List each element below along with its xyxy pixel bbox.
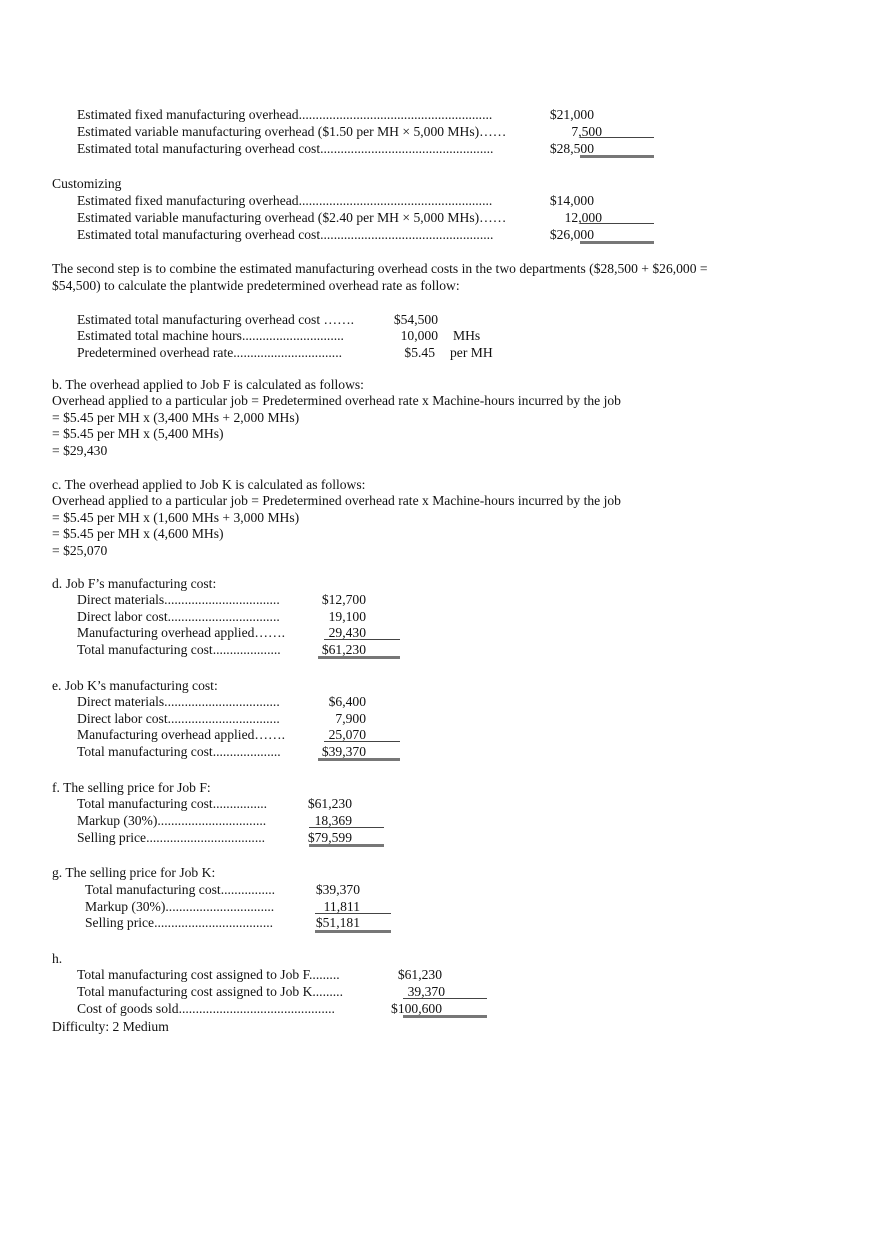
- part-d-dm-label: Direct materials..................................: [77, 592, 280, 607]
- part-c-step3: = $25,070: [52, 543, 108, 558]
- part-f-markup-label: Markup (30%)................................: [77, 813, 267, 828]
- rate-value: $5.45: [404, 345, 435, 360]
- customizing-variable-label: Estimated variable manufacturing overhead ($2.40 per MH × 5,000 MHs)……: [77, 210, 507, 225]
- customizing-variable-value: 12,000: [564, 210, 602, 225]
- part-h-jobf-value: $61,230: [397, 967, 442, 982]
- part-h-heading: h.: [52, 951, 63, 966]
- double-underline: [315, 930, 391, 933]
- rate-mh-label: Estimated total machine hours..............................: [77, 328, 344, 343]
- variable-overhead-label: Estimated variable manufacturing overhead ($1.50 per MH × 5,000 MHs)……: [77, 124, 507, 139]
- part-g-markup-value: 11,811: [323, 899, 360, 914]
- part-b-heading: b. The overhead applied to Job F is calculated as follows:: [52, 377, 364, 392]
- part-d-oh-value: 29,430: [328, 625, 366, 640]
- part-b-step3: = $29,430: [52, 443, 108, 458]
- part-f-price-value: $79,599: [307, 830, 352, 845]
- part-e-dl-label: Direct labor cost.................................: [77, 711, 280, 726]
- part-e-oh-value: 25,070: [328, 727, 366, 742]
- part-f-cost-label: Total manufacturing cost................: [77, 796, 268, 811]
- part-b-step2: = $5.45 per MH x (5,400 MHs): [52, 426, 224, 441]
- fixed-overhead-label: Estimated fixed manufacturing overhead.........................................................: [77, 107, 493, 122]
- part-d-heading: d. Job F’s manufacturing cost:: [52, 576, 217, 591]
- double-underline: [403, 1015, 487, 1018]
- part-d-dm-value: $12,700: [321, 592, 366, 607]
- rate-mh-value: 10,000: [400, 328, 438, 343]
- underline: [309, 827, 384, 828]
- rate-total-oh-value: $54,500: [393, 312, 438, 327]
- part-g-heading: g. The selling price for Job K:: [52, 865, 216, 880]
- double-underline: [309, 844, 384, 847]
- customizing-total-value: $26,000: [549, 227, 594, 242]
- underline: [403, 998, 487, 999]
- part-g-markup-label: Markup (30%)................................: [85, 899, 275, 914]
- part-e-dm-label: Direct materials..................................: [77, 694, 280, 709]
- underline: [580, 137, 654, 138]
- part-e-dm-value: $6,400: [328, 694, 366, 709]
- total-overhead-value: $28,500: [549, 141, 594, 156]
- part-d-total-label: Total manufacturing cost....................: [77, 642, 281, 657]
- rate-unit: per MH: [450, 345, 493, 360]
- part-g-price-label: Selling price...................................: [85, 915, 274, 930]
- double-underline: [580, 241, 654, 244]
- double-underline: [580, 155, 654, 158]
- part-h-jobf-label: Total manufacturing cost assigned to Job F.........: [77, 967, 340, 982]
- part-h-jobk-value: 39,370: [407, 984, 445, 999]
- double-underline: [318, 656, 400, 659]
- part-d-oh-label: Manufacturing overhead applied…….: [77, 625, 285, 640]
- underline: [324, 741, 400, 742]
- part-h-cogs-label: Cost of goods sold..............................................: [77, 1001, 335, 1016]
- part-f-heading: f. The selling price for Job F:: [52, 780, 211, 795]
- part-g-cost-label: Total manufacturing cost................: [85, 882, 276, 897]
- customizing-fixed-value: $14,000: [549, 193, 594, 208]
- part-g-cost-value: $39,370: [315, 882, 360, 897]
- variable-overhead-value: 7,500: [571, 124, 602, 139]
- part-b-step1: = $5.45 per MH x (3,400 MHs + 2,000 MHs): [52, 410, 300, 425]
- customizing-heading: Customizing: [52, 176, 122, 191]
- part-f-markup-value: 18,369: [314, 813, 352, 828]
- customizing-total-label: Estimated total manufacturing overhead cost...................................................: [77, 227, 494, 242]
- part-e-total-label: Total manufacturing cost....................: [77, 744, 281, 759]
- part-d-dl-label: Direct labor cost.................................: [77, 609, 280, 624]
- part-f-cost-value: $61,230: [307, 796, 352, 811]
- part-e-oh-label: Manufacturing overhead applied…….: [77, 727, 285, 742]
- double-underline: [318, 758, 400, 761]
- step2-line2: $54,500) to calculate the plantwide predetermined overhead rate as follow:: [52, 278, 460, 293]
- part-e-total-value: $39,370: [321, 744, 366, 759]
- part-c-heading: c. The overhead applied to Job K is calculated as follows:: [52, 477, 366, 492]
- underline: [580, 223, 654, 224]
- step2-line1: The second step is to combine the estimated manufacturing overhead costs in the two departments ($28,500 + $26,000 =: [52, 261, 708, 276]
- rate-total-oh-label: Estimated total manufacturing overhead cost …….: [77, 312, 355, 327]
- customizing-fixed-label: Estimated fixed manufacturing overhead.........................................................: [77, 193, 493, 208]
- part-b-formula: Overhead applied to a particular job = Predetermined overhead rate x Machine-hours incurred by the job: [52, 393, 621, 408]
- part-f-price-label: Selling price...................................: [77, 830, 266, 845]
- rate-mh-unit: MHs: [453, 328, 481, 343]
- part-c-formula: Overhead applied to a particular job = Predetermined overhead rate x Machine-hours incurred by the job: [52, 493, 621, 508]
- fixed-overhead-value: $21,000: [549, 107, 594, 122]
- rate-label: Predetermined overhead rate................................: [77, 345, 342, 360]
- part-d-total-value: $61,230: [321, 642, 366, 657]
- part-c-step2: = $5.45 per MH x (4,600 MHs): [52, 526, 224, 541]
- part-c-step1: = $5.45 per MH x (1,600 MHs + 3,000 MHs): [52, 510, 300, 525]
- part-h-jobk-label: Total manufacturing cost assigned to Job K.........: [77, 984, 343, 999]
- part-g-price-value: $51,181: [315, 915, 360, 930]
- underline: [324, 639, 400, 640]
- difficulty-label: Difficulty: 2 Medium: [52, 1019, 169, 1034]
- total-overhead-label: Estimated total manufacturing overhead cost...................................................: [77, 141, 494, 156]
- part-e-heading: e. Job K’s manufacturing cost:: [52, 678, 218, 693]
- part-d-dl-value: 19,100: [328, 609, 366, 624]
- part-h-cogs-value: $100,600: [391, 1001, 442, 1016]
- part-e-dl-value: 7,900: [335, 711, 366, 726]
